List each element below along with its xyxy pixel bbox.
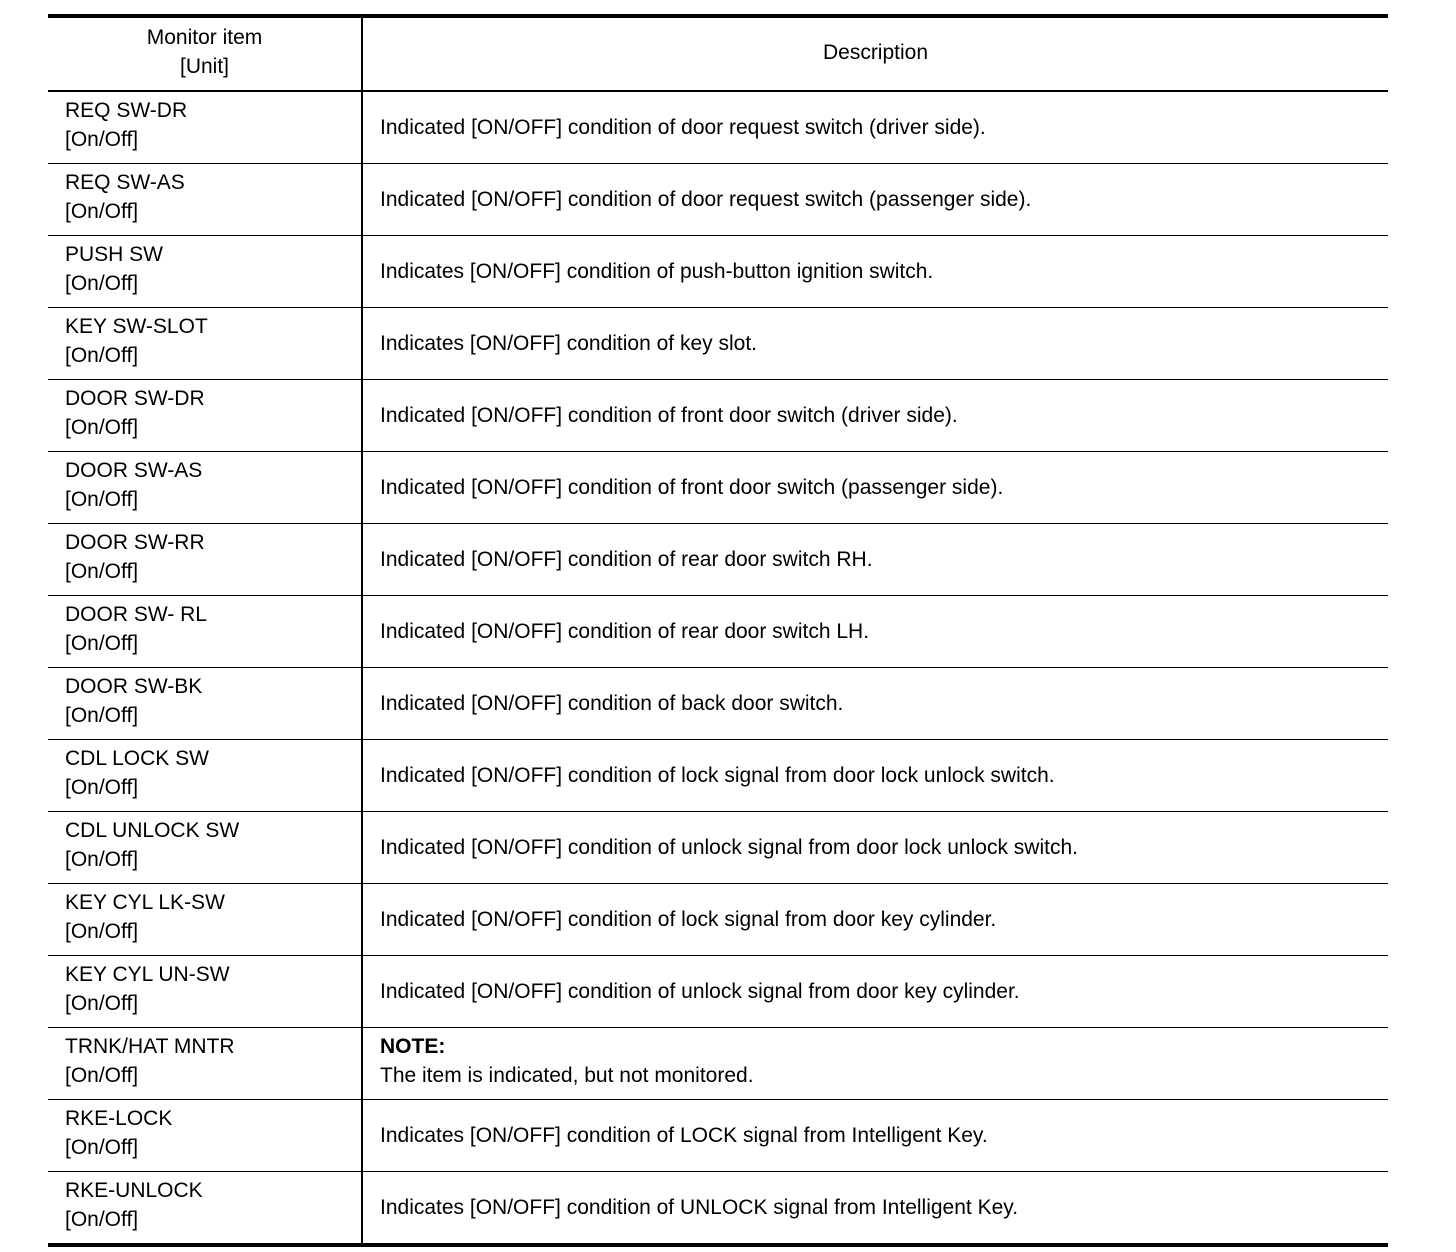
header-monitor-item (48, 18, 363, 90)
monitor-item-unit: [On/Off] (65, 1136, 139, 1159)
monitor-item-unit: [On/Off] (65, 128, 139, 151)
description-cell (363, 1028, 1388, 1099)
table-header-row (48, 18, 1388, 92)
monitor-item-unit: [On/Off] (65, 272, 139, 295)
header-monitor-item-label: Monitor item (146, 26, 263, 49)
header-unit-label: [Unit] (179, 55, 229, 78)
monitor-item-name: DOOR SW- RL (65, 603, 207, 626)
monitor-item-unit: [On/Off] (65, 416, 139, 439)
table-row (48, 1028, 1388, 1100)
monitor-item-unit: [On/Off] (65, 200, 139, 223)
monitor-item-cell (48, 452, 363, 523)
monitor-item-name: DOOR SW-RR (65, 531, 205, 554)
note-label: NOTE: (380, 1035, 446, 1058)
description-cell: Indicates [ON/OFF] condition of UNLOCK signal from Intelligent Key. (380, 1196, 1019, 1219)
monitor-item-cell (48, 1172, 363, 1243)
description-cell: Indicated [ON/OFF] condition of rear door switch LH. (380, 620, 870, 643)
monitor-item-name: KEY CYL UN-SW (65, 963, 230, 986)
description-cell: Indicated [ON/OFF] condition of front door switch (passenger side). (380, 476, 1004, 499)
table-row (48, 452, 1388, 524)
monitor-item-unit: [On/Off] (65, 704, 139, 727)
monitor-item-cell (48, 956, 363, 1027)
table-row (48, 236, 1388, 308)
description-cell: Indicated [ON/OFF] condition of front door switch (driver side). (380, 404, 958, 427)
monitor-item-unit: [On/Off] (65, 1064, 139, 1087)
description-cell: Indicates [ON/OFF] condition of LOCK signal from Intelligent Key. (380, 1124, 988, 1147)
monitor-item-name: RKE-UNLOCK (65, 1179, 203, 1202)
monitor-item-unit: [On/Off] (65, 560, 139, 583)
monitor-item-unit: [On/Off] (65, 632, 139, 655)
monitor-item-name: KEY CYL LK-SW (65, 891, 225, 914)
monitor-item-unit: [On/Off] (65, 992, 139, 1015)
table-row (48, 524, 1388, 596)
monitor-item-unit: [On/Off] (65, 920, 139, 943)
description-cell: Indicated [ON/OFF] condition of lock signal from door key cylinder. (380, 908, 997, 931)
monitor-item-cell (48, 740, 363, 811)
monitor-item-cell (48, 164, 363, 235)
monitor-item-cell (48, 596, 363, 667)
description-cell: Indicates [ON/OFF] condition of key slot. (380, 332, 757, 355)
monitor-item-name: KEY SW-SLOT (65, 315, 208, 338)
description-cell: Indicated [ON/OFF] condition of door request switch (driver side). (380, 116, 986, 139)
monitor-item-unit: [On/Off] (65, 776, 139, 799)
monitor-item-cell (48, 308, 363, 379)
monitor-item-name: DOOR SW-BK (65, 675, 203, 698)
table-row (48, 92, 1388, 164)
table-row (48, 812, 1388, 884)
table-row (48, 1172, 1388, 1243)
monitor-item-unit: [On/Off] (65, 488, 139, 511)
monitor-item-cell (48, 884, 363, 955)
monitor-item-cell (48, 92, 363, 163)
table-row (48, 308, 1388, 380)
table-row (48, 956, 1388, 1028)
table-row (48, 164, 1388, 236)
table-row (48, 668, 1388, 740)
monitor-item-cell (48, 236, 363, 307)
description-cell: Indicates [ON/OFF] condition of push-button ignition switch. (380, 260, 934, 283)
note-text: The item is indicated, but not monitored. (380, 1064, 754, 1087)
monitor-item-cell (48, 1100, 363, 1171)
monitor-item-name: REQ SW-AS (65, 171, 185, 194)
monitor-item-cell (48, 380, 363, 451)
monitor-item-unit: [On/Off] (65, 1208, 139, 1231)
monitor-item-unit: [On/Off] (65, 848, 139, 871)
monitor-item-cell (48, 1028, 363, 1099)
description-cell: Indicated [ON/OFF] condition of unlock signal from door lock unlock switch. (380, 836, 1078, 859)
table-row (48, 884, 1388, 956)
monitor-item-name: DOOR SW-DR (65, 387, 205, 410)
header-description: Description (822, 41, 929, 64)
description-cell: Indicated [ON/OFF] condition of rear door switch RH. (380, 548, 873, 571)
monitor-item-name: TRNK/HAT MNTR (65, 1035, 235, 1058)
table-row (48, 596, 1388, 668)
monitor-item-cell (48, 524, 363, 595)
description-cell: Indicated [ON/OFF] condition of lock signal from door lock unlock switch. (380, 764, 1055, 787)
monitor-item-table (48, 14, 1388, 1247)
monitor-item-name: RKE-LOCK (65, 1107, 173, 1130)
table-row (48, 740, 1388, 812)
monitor-item-name: CDL LOCK SW (65, 747, 209, 770)
description-cell: Indicated [ON/OFF] condition of back door switch. (380, 692, 844, 715)
monitor-item-cell (48, 812, 363, 883)
table-row (48, 380, 1388, 452)
monitor-item-unit: [On/Off] (65, 344, 139, 367)
monitor-item-name: REQ SW-DR (65, 99, 188, 122)
monitor-item-name: DOOR SW-AS (65, 459, 203, 482)
description-cell: Indicated [ON/OFF] condition of door request switch (passenger side). (380, 188, 1032, 211)
description-cell: Indicated [ON/OFF] condition of unlock signal from door key cylinder. (380, 980, 1020, 1003)
monitor-item-name: PUSH SW (65, 243, 164, 266)
table-row (48, 1100, 1388, 1172)
monitor-item-name: CDL UNLOCK SW (65, 819, 240, 842)
monitor-item-cell (48, 668, 363, 739)
